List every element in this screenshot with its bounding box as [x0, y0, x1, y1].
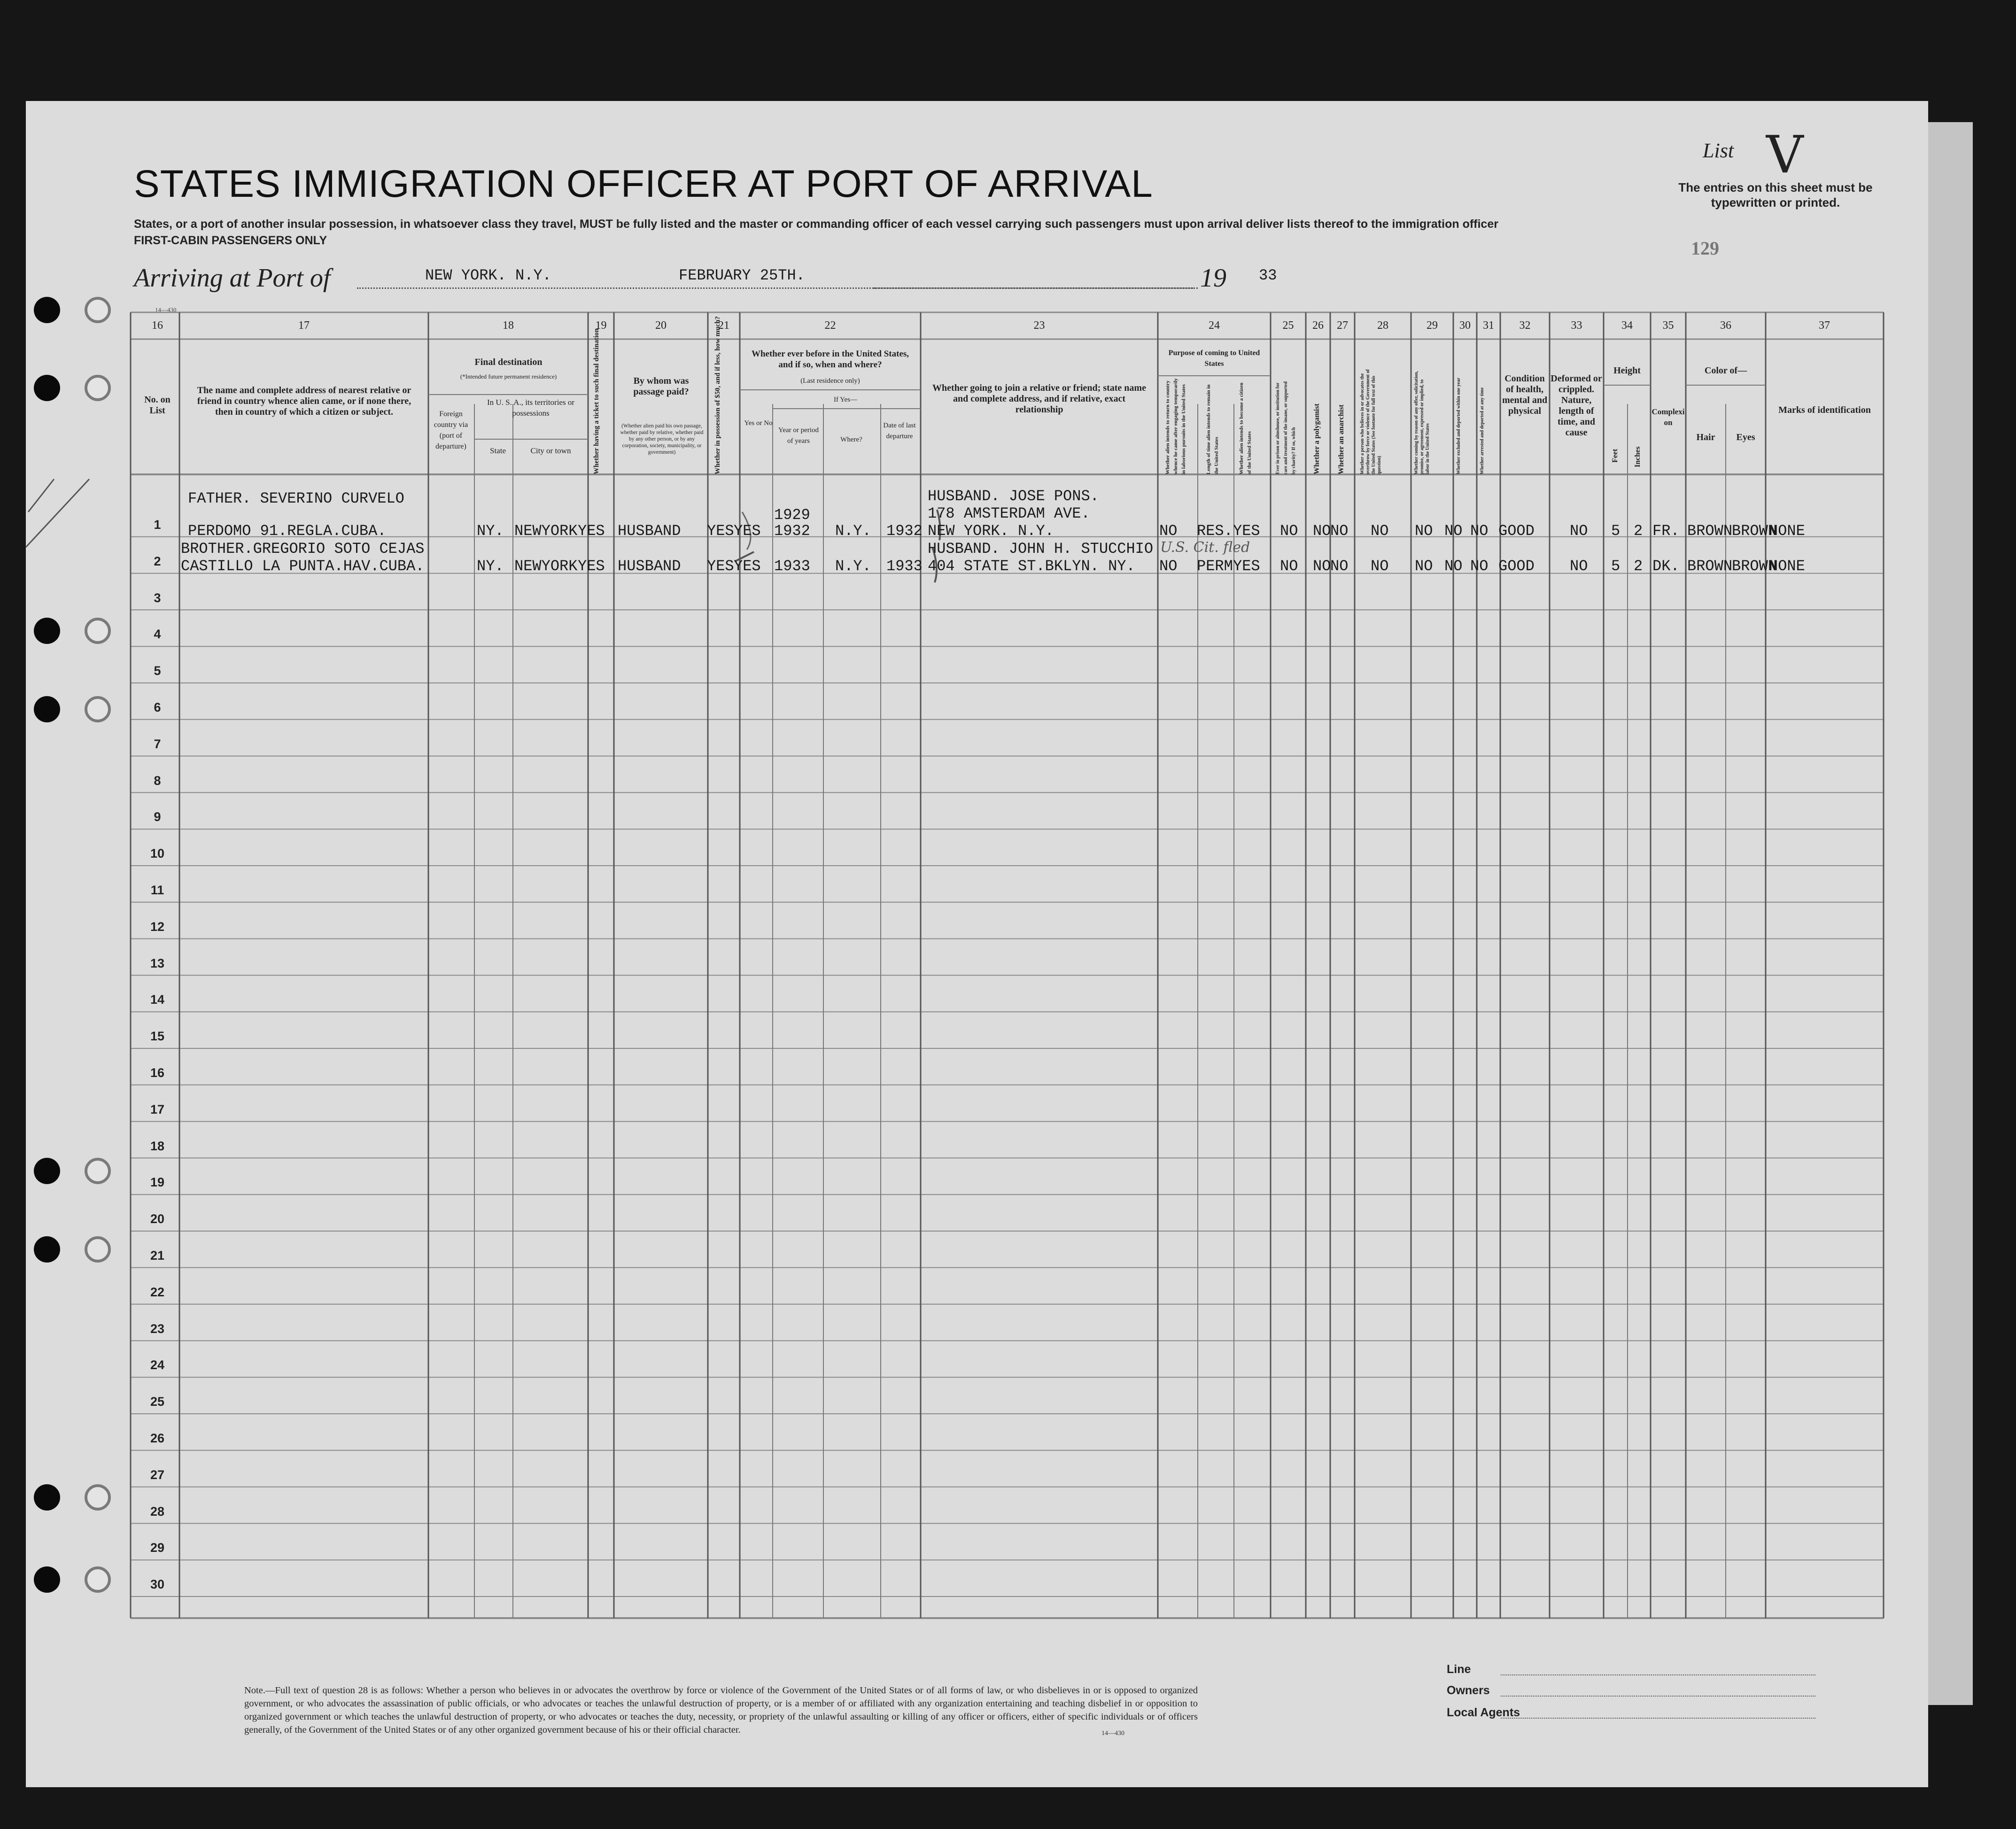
ticket-value: YES [578, 522, 605, 540]
row-number: 16 [150, 1066, 165, 1080]
deformed-value: NO [1570, 522, 1588, 540]
relative-line: CASTILLO LA PUNTA.HAV.CUBA. [181, 558, 425, 575]
row-number: 17 [150, 1102, 165, 1116]
column-number: 28 [1377, 319, 1388, 332]
column-number: 36 [1720, 319, 1731, 332]
row-number: 8 [154, 773, 161, 788]
question-28-footnote: Note.—Full text of question 28 is as follows: Whether a person who believes in or advocates the overthrow by force or violence of the Government of the United States or of all forms of law, or who disbelieves in or is opposed to organized government, or who advocates the assassination of public officials, or who advocates or teaches the unlawful destruction of property, or is a member of or affiliated with any organization entertaining and teaching disbelief in or opposition to organized government or which teaches the unlawful destruction of property, or who advocates or teaches the duty, necessity, or propriety of the unlawful assaulting or killing of any officer or officers, either of specific individuals or of officers generally, of the Government of the United States or of any other organized government because of his or their official character. [244, 1685, 1198, 1735]
header-feet: Feet [1611, 449, 1619, 463]
col25-value: NO [1280, 522, 1298, 540]
col30-value: NO [1444, 522, 1463, 540]
header-paid-by-note: (Whether alien paid his own passage, whether paid by relative, whether paid by any other person, or by any corporation, society, municipality, or government) [620, 423, 704, 455]
column-number: 20 [655, 319, 667, 332]
header-final-destination: Final destination [474, 357, 543, 367]
possession-value: YES [707, 522, 734, 540]
header-relative-address: The name and complete address of nearest relative or friend in country whence alien came, or if none there, then in country of which a citizen or subject. [197, 385, 411, 417]
purpose-return: NO [1159, 558, 1178, 575]
header-final-destination-note: (*Intended future permanent residence) [460, 373, 557, 380]
column-number: 29 [1427, 319, 1438, 332]
header-before-in-us: Whether ever before in the United States, and if so, when and where? [751, 349, 909, 370]
relative-line: PERDOMO 91.REGLA.CUBA. [188, 522, 387, 540]
form-title: STATES IMMIGRATION OFFICER AT PORT OF ARRIVAL [134, 163, 1153, 205]
row-number: 12 [150, 919, 165, 934]
possession-value: YES [707, 558, 734, 575]
destination-state: NY. [477, 522, 504, 540]
row-number: 29 [150, 1541, 165, 1555]
row-number: 11 [150, 883, 164, 897]
header-year-period: Year or period of years [778, 426, 819, 445]
column-number: 30 [1459, 319, 1471, 332]
column-number: 32 [1519, 319, 1531, 332]
arrival-year: 33 [1259, 267, 1277, 284]
departure-value: 1933 [886, 558, 923, 575]
join-line: HUSBAND. JOHN H. STUCCHIO [928, 540, 1154, 558]
list-label: List [1703, 139, 1734, 162]
row-number: 4 [154, 627, 161, 642]
destination-state: NY. [477, 558, 504, 575]
marks-value: NONE [1769, 558, 1805, 575]
header-q29: Whether coming by reason of any offer, solicitation, promise, or agreement, expressed or implied, to labor in the United States [1414, 371, 1430, 474]
header-polygamist: Whether a polygamist [1313, 403, 1321, 474]
col28-value: NO [1371, 558, 1389, 575]
header-no-on-list: No. on List [144, 395, 171, 416]
join-line: 178 AMSTERDAM AVE. [928, 505, 1090, 522]
before-value: YES [734, 558, 761, 575]
page-stamp: 129 [1691, 238, 1719, 259]
column-number: 21 [718, 319, 729, 332]
column-number: 27 [1337, 319, 1348, 332]
marks-value: NONE [1769, 522, 1805, 540]
col27-value: NO [1330, 558, 1349, 575]
header-ticket: Whether having a ticket to such final destination [593, 328, 600, 474]
row-number: 21 [150, 1248, 165, 1263]
complexion-value: DK. [1652, 558, 1680, 575]
row-number: 27 [150, 1467, 165, 1482]
typewritten-note: The entries on this sheet must be typewritten or printed. [1678, 180, 1873, 209]
header-q31: Whether arrested and deported at any time [1480, 387, 1485, 474]
column-number: 22 [824, 319, 836, 332]
feet-value: 5 [1611, 522, 1621, 540]
line-label: Line [1447, 1663, 1471, 1676]
inches-value: 2 [1634, 558, 1643, 575]
ticket-value: YES [578, 558, 605, 575]
column-number: 34 [1621, 319, 1633, 332]
header-q28: Whether a person who believes in or advocates the overthrow by force or violence of the Government of the United States (See footnote for full text of this question) [1360, 369, 1382, 474]
where-value: N.Y. [835, 558, 871, 575]
eyes-value: BROWN [1732, 522, 1777, 540]
row-number: 24 [150, 1358, 165, 1372]
row-number: 14 [150, 992, 165, 1007]
header-complexion: Complexion [1652, 407, 1685, 427]
header-q30: Whether excluded and deported within one year [1456, 378, 1461, 474]
arrival-date: FEBRUARY 25TH. [679, 267, 805, 284]
health-value: GOOD [1498, 558, 1535, 575]
purpose-return: NO [1159, 522, 1178, 540]
header-foreign-country: Foreign country via (port of departure) [434, 410, 468, 450]
row-number: 2 [154, 554, 161, 568]
row-number: 18 [150, 1139, 165, 1153]
header-if-yes: If Yes— [833, 396, 857, 403]
row-number: 3 [154, 590, 161, 605]
purpose-length: PERM [1197, 558, 1233, 575]
year-prefix: 19 [1200, 264, 1226, 293]
header-purpose-length: Length of time alien intends to remain in the United States [1206, 384, 1219, 474]
header-inches: Inches [1634, 446, 1642, 467]
header-joining-relative: Whether going to join a relative or friend; state name and complete address, and if relative, exact relationship [932, 383, 1146, 415]
inches-value: 2 [1634, 522, 1643, 540]
col31-value: NO [1470, 558, 1489, 575]
row-number: 20 [150, 1212, 165, 1226]
header-purpose-citizen: Whether alien intends to become a citizen of the United States [1239, 382, 1252, 474]
column-number: 19 [595, 319, 607, 332]
purpose-citizen: YES [1233, 522, 1260, 540]
col26-value: NO [1313, 522, 1331, 540]
header-color-of: Color of— [1704, 365, 1747, 376]
year-value: 1932 [774, 522, 810, 540]
purpose-citizen: YES [1233, 558, 1260, 575]
header-in-usa: In U. S. A., its territories or possessions [487, 398, 575, 418]
row-number: 9 [154, 810, 161, 824]
row-number: 19 [150, 1175, 165, 1190]
column-number: 23 [1033, 319, 1045, 332]
form-number: 14—430 [1101, 1730, 1124, 1737]
year-value: 1929 [774, 506, 810, 524]
local-agents-label: Local Agents [1447, 1706, 1520, 1719]
complexion-value: FR. [1652, 522, 1680, 540]
header-purpose: Purpose of coming to United States [1168, 349, 1260, 368]
col25-value: NO [1280, 558, 1298, 575]
header-yes-or-no: Yes or No [744, 419, 773, 427]
column-number: 18 [503, 319, 514, 332]
header-last-residence: (Last residence only) [800, 377, 860, 385]
row-number: 7 [154, 736, 161, 751]
row-number: 15 [150, 1029, 165, 1044]
column-number: 25 [1282, 319, 1294, 332]
deformed-value: NO [1570, 558, 1588, 575]
header-anarchist: Whether an anarchist [1337, 404, 1345, 474]
corner-form-mark: 14—430 [155, 306, 177, 313]
join-line: HUSBAND. JOSE PONS. [928, 488, 1099, 505]
header-purpose-return: Whether alien intends to return to country whence he came after engaging temporarily in laborious pursuits in the United States [1165, 378, 1186, 474]
purpose-length: RES. [1197, 522, 1233, 540]
owners-label: Owners [1447, 1684, 1490, 1697]
column-number: 26 [1312, 319, 1324, 332]
col27-value: NO [1330, 522, 1349, 540]
column-number: 17 [298, 319, 310, 332]
header-city: City or town [530, 446, 571, 455]
col29-value: NO [1415, 558, 1433, 575]
col26-value: NO [1313, 558, 1331, 575]
row-number: 28 [150, 1504, 165, 1519]
col30-value: NO [1444, 558, 1463, 575]
passenger-class: FIRST-CABIN PASSENGERS ONLY [134, 234, 327, 247]
header-state: State [490, 446, 506, 455]
column-number: 37 [1819, 319, 1830, 332]
column-number: 35 [1662, 319, 1674, 332]
port-of-arrival: NEW YORK. N.Y. [425, 267, 551, 284]
destination-city: NEWYORK [514, 522, 578, 540]
header-paid-by: By whom was passage paid? [633, 376, 689, 397]
row-number: 6 [154, 700, 161, 714]
row-number: 13 [150, 956, 165, 970]
handwritten-annotation: U.S. Cit. fled [1160, 539, 1250, 556]
list-check-mark: V [1766, 124, 1804, 185]
column-number: 31 [1483, 319, 1494, 332]
header-health: Condition of health, mental and physical [1502, 373, 1548, 416]
destination-city: NEWYORK [514, 558, 578, 575]
join-line: 404 STATE ST.BKLYN. NY. [928, 558, 1135, 575]
where-value: N.Y. [835, 522, 871, 540]
header-last-departure: Date of last departure [883, 422, 916, 440]
join-line: NEW YORK. N.Y. [928, 522, 1054, 540]
row-number: 25 [150, 1395, 165, 1409]
header-eyes: Eyes [1736, 432, 1755, 442]
row-number: 26 [150, 1431, 165, 1445]
col28-value: NO [1371, 522, 1389, 540]
hair-value: BROWN [1687, 558, 1733, 575]
relative-line: FATHER. SEVERINO CURVELO [188, 490, 404, 507]
health-value: GOOD [1498, 522, 1535, 540]
row-number: 22 [150, 1285, 165, 1299]
header-height: Height [1613, 365, 1641, 376]
paid-by-value: HUSBAND [618, 558, 681, 575]
row-number: 23 [150, 1321, 165, 1336]
paid-by-value: HUSBAND [618, 522, 681, 540]
header-possession-50: Whether in possession of $50, and if less, how much? [714, 316, 721, 474]
header-prison-almshouse: Ever in prison or almshouse, or institution for care and treatment of the insane, or supported by charity? If so, which [1275, 381, 1296, 474]
column-number: 33 [1571, 319, 1582, 332]
hair-value: BROWN [1687, 522, 1733, 540]
column-number: 16 [152, 319, 163, 332]
relative-line: BROTHER.GREGORIO SOTO CEJAS [181, 540, 425, 558]
feet-value: 5 [1611, 558, 1621, 575]
header-hair: Hair [1696, 432, 1715, 442]
col29-value: NO [1415, 522, 1433, 540]
form-subtitle: States, or a port of another insular possession, in whatsoever class they travel, MUST be fully listed and the master or commanding officer of each vessel carrying such passengers must upon arrival deliver lists thereof to the immigration officer [134, 217, 1498, 231]
header-marks: Marks of identification [1778, 405, 1871, 415]
row-number: 30 [150, 1577, 165, 1592]
row-number: 10 [150, 846, 165, 861]
year-value: 1933 [774, 558, 810, 575]
col31-value: NO [1470, 522, 1489, 540]
row-number: 1 [154, 518, 161, 532]
column-number: 24 [1209, 319, 1220, 332]
header-deformed: Deformed or crippled. Nature, length of time, and cause [1551, 373, 1602, 438]
row-number: 5 [154, 664, 161, 678]
eyes-value: BROWN [1732, 558, 1777, 575]
before-value: YES [734, 522, 761, 540]
header-where: Where? [840, 436, 862, 443]
departure-value: 1932 [886, 522, 923, 540]
arriving-label: Arriving at Port of [134, 264, 331, 293]
